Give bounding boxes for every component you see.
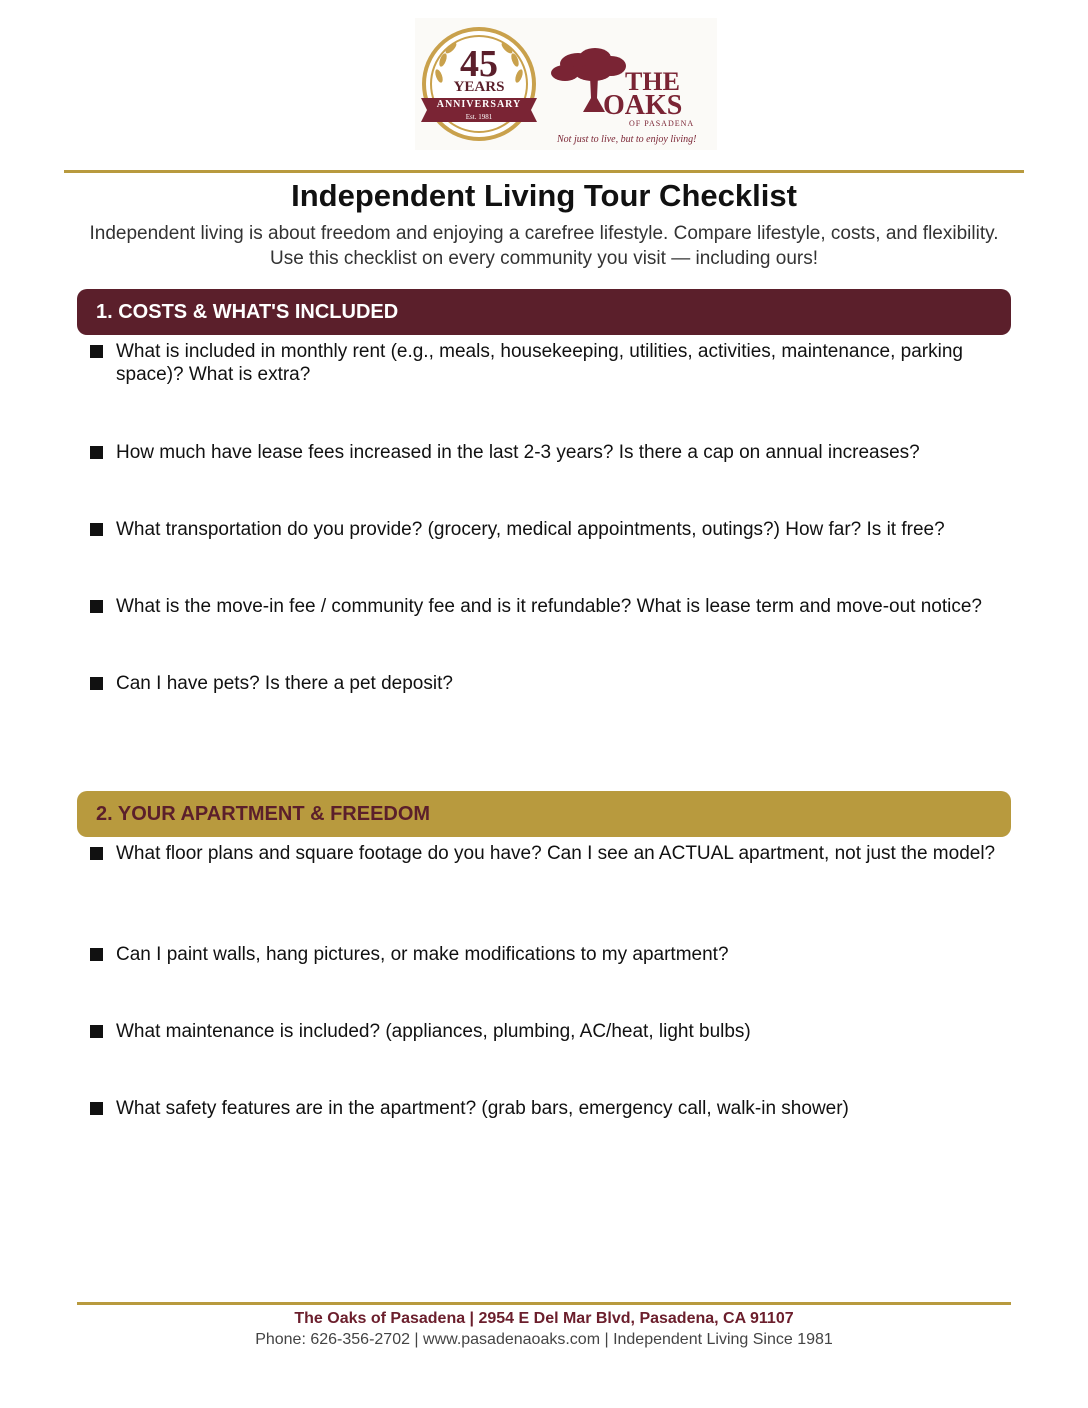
intro-text	[64, 221, 1024, 271]
page-title: Independent Living Tour Checklist	[291, 178, 797, 213]
top-divider	[64, 170, 1024, 173]
anniversary-word: ANNIVERSARY	[436, 99, 522, 110]
checkbox-square-icon[interactable]	[90, 677, 103, 690]
anniversary-est: Est. 1981	[465, 113, 493, 121]
anniversary-years: YEARS	[453, 79, 505, 95]
logo-area	[415, 18, 717, 150]
intro-line-1: Independent living is about freedom and enjoying a carefree lifestyle. Compare lifestyle, costs, and flexibility.	[89, 223, 999, 244]
checkbox-square-icon[interactable]	[90, 1025, 103, 1038]
checklist-item-text: What safety features are in the apartment? (grab bars, emergency call, walk-in shower)	[116, 1098, 849, 1119]
checklist-item-text: What maintenance is included? (appliances, plumbing, AC/heat, light bulbs)	[116, 1021, 751, 1042]
section-heading-apartment: 2. YOUR APARTMENT & FREEDOM	[77, 791, 1011, 837]
intro-line-2: Use this checklist on every community you visit — including ours!	[269, 248, 819, 269]
checklist-item-text: What floor plans and square footage do you have? Can I see an ACTUAL apartment, not just the model?	[116, 843, 996, 864]
checkbox-square-icon[interactable]	[90, 523, 103, 536]
checkbox-square-icon[interactable]	[90, 1102, 103, 1115]
checklist-item[interactable]	[90, 1097, 1020, 1120]
checklist-item[interactable]	[90, 340, 1020, 386]
checklist-item-text: What is the move-in fee / community fee and is it refundable? What is lease term and move-out notice?	[116, 596, 982, 617]
section-heading-costs: 1. COSTS & WHAT'S INCLUDED	[77, 289, 1011, 335]
brand-tagline: Not just to live, but to enjoy living!	[557, 134, 697, 145]
checkbox-square-icon[interactable]	[90, 948, 103, 961]
footer-address: The Oaks of Pasadena | 2954 E Del Mar Blvd, Pasadena, CA 91107	[294, 1310, 794, 1327]
anniversary-seal	[421, 27, 537, 141]
checklist-item-text: What is included in monthly rent (e.g., meals, housekeeping, utilities, activities, maintenance, parking space)? What is extra?	[116, 341, 963, 385]
checklist-item[interactable]	[90, 595, 1020, 618]
checklist-item[interactable]	[90, 441, 1020, 464]
brand-sub: OF PASADENA	[629, 119, 695, 128]
brand-logo	[415, 18, 717, 150]
checkbox-square-icon[interactable]	[90, 600, 103, 613]
brand-oaks: OAKS	[603, 90, 683, 121]
checkbox-square-icon[interactable]	[90, 446, 103, 459]
checkbox-square-icon[interactable]	[90, 345, 103, 358]
footer-divider	[77, 1302, 1011, 1305]
checklist-item-text: Can I have pets? Is there a pet deposit?	[116, 673, 453, 694]
checklist-item[interactable]	[90, 943, 1020, 966]
checklist-item[interactable]	[90, 842, 1020, 865]
brand-the: THE	[625, 67, 680, 96]
anniversary-number: 45	[460, 43, 498, 85]
checklist-item[interactable]	[90, 518, 1020, 541]
footer-contact: Phone: 626-356-2702 | www.pasadenaoaks.com | Independent Living Since 1981	[255, 1331, 833, 1348]
checklist-item[interactable]	[90, 672, 1020, 695]
checklist-item-text: How much have lease fees increased in the last 2-3 years? Is there a cap on annual increases?	[116, 442, 920, 463]
checklist-item[interactable]	[90, 1020, 1020, 1043]
checkbox-square-icon[interactable]	[90, 847, 103, 860]
checklist-item-text: Can I paint walls, hang pictures, or make modifications to my apartment?	[116, 944, 729, 965]
checklist-item-text: What transportation do you provide? (grocery, medical appointments, outings?) How far? Is it free?	[116, 519, 945, 540]
